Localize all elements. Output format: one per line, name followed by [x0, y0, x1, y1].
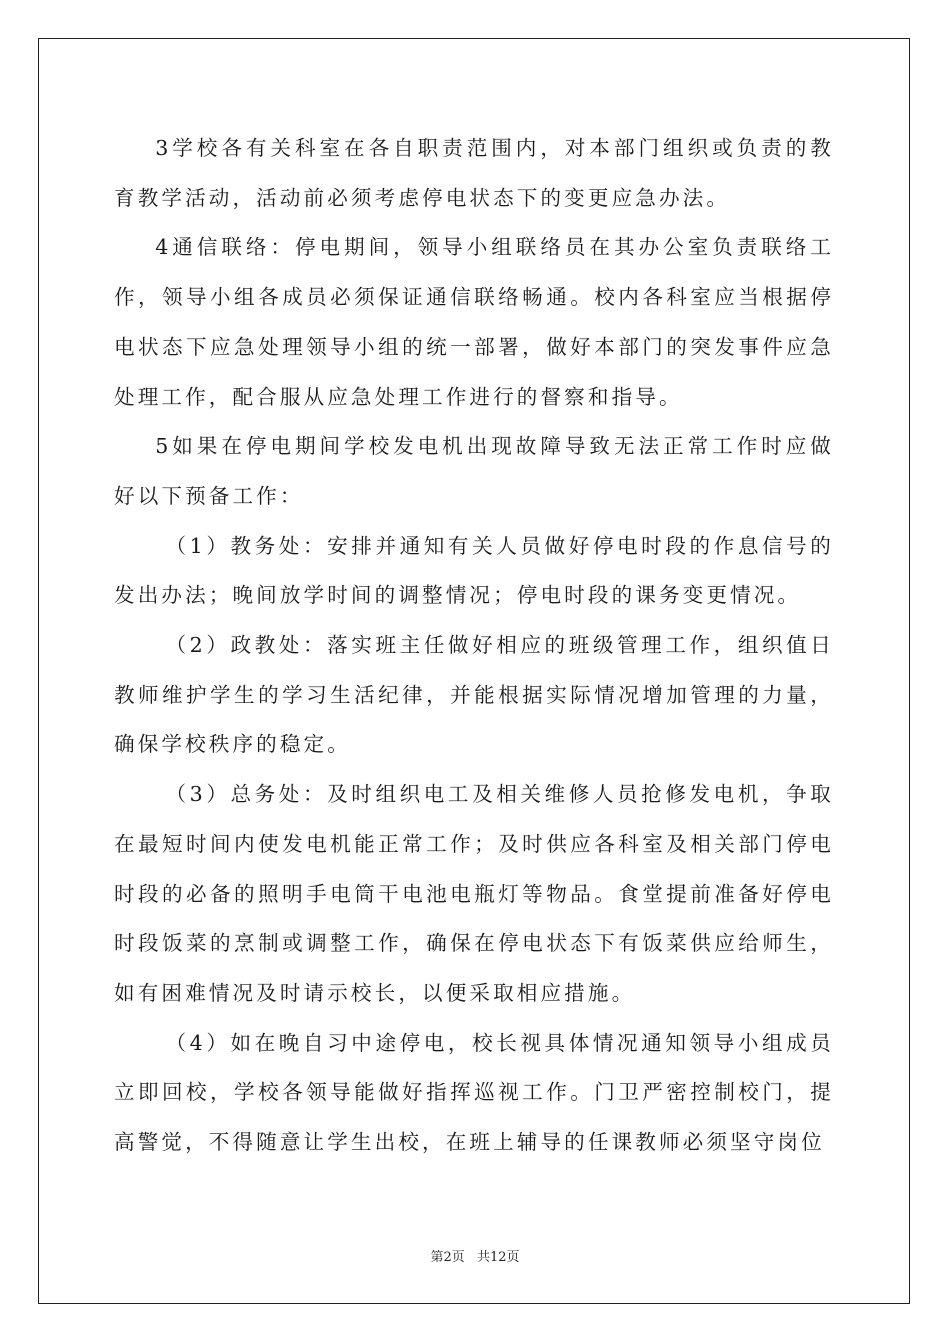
- page-number: 第2页: [430, 1250, 465, 1265]
- document-body: [114, 124, 834, 1168]
- total-pages: 共12页: [476, 1250, 520, 1265]
- paragraph-4: 4通信联络：停电期间，领导小组联络员在其办公室负责联络工作，领导小组各成员必须保证通信联络畅通。校内各科室应当根据停电状态下应急处理领导小组的统一部署，做好本部门的突发事件应急处理工作，配合服从应急处理工作进行的督察和指导。: [114, 235, 834, 409]
- paragraph-5-3: （3）总务处：及时组织电工及相关维修人员抢修发电机，争取在最短时间内使发电机能正常工作；及时供应各科室及相关部门停电时段的必备的照明手电筒干电池电瓶灯等物品。食堂提前准备好停电时段饭菜的烹制或调整工作，确保在停电状态下有饭菜供应给师生，如有困难情况及时请示校长，以便采取相应措施。: [114, 782, 834, 1005]
- paragraph-5-1: （1）教务处：安排并通知有关人员做好停电时段的作息信号的发出办法；晚间放学时间的调整情况；停电时段的课务变更情况。: [114, 533, 834, 608]
- paragraph-3: 3学校各有关科室在各自职责范围内，对本部门组织或负责的教育教学活动，活动前必须考虑停电状态下的变更应急办法。: [114, 136, 834, 210]
- page-footer: [0, 1246, 950, 1265]
- paragraph-5: 5如果在停电期间学校发电机出现故障导致无法正常工作时应做好以下预备工作：: [114, 434, 834, 508]
- paragraph-5-2: （2）政教处：落实班主任做好相应的班级管理工作，组织值日教师维护学生的学习生活纪律，并能根据实际情况增加管理的力量，确保学校秩序的稳定。: [114, 633, 834, 757]
- paragraph-5-4: （4）如在晚自习中途停电，校长视具体情况通知领导小组成员立即回校，学校各领导能做好指挥巡视工作。门卫严密控制校门，提高警觉，不得随意让学生出校，在班上辅导的任课教师必须坚守岗位: [114, 1030, 834, 1155]
